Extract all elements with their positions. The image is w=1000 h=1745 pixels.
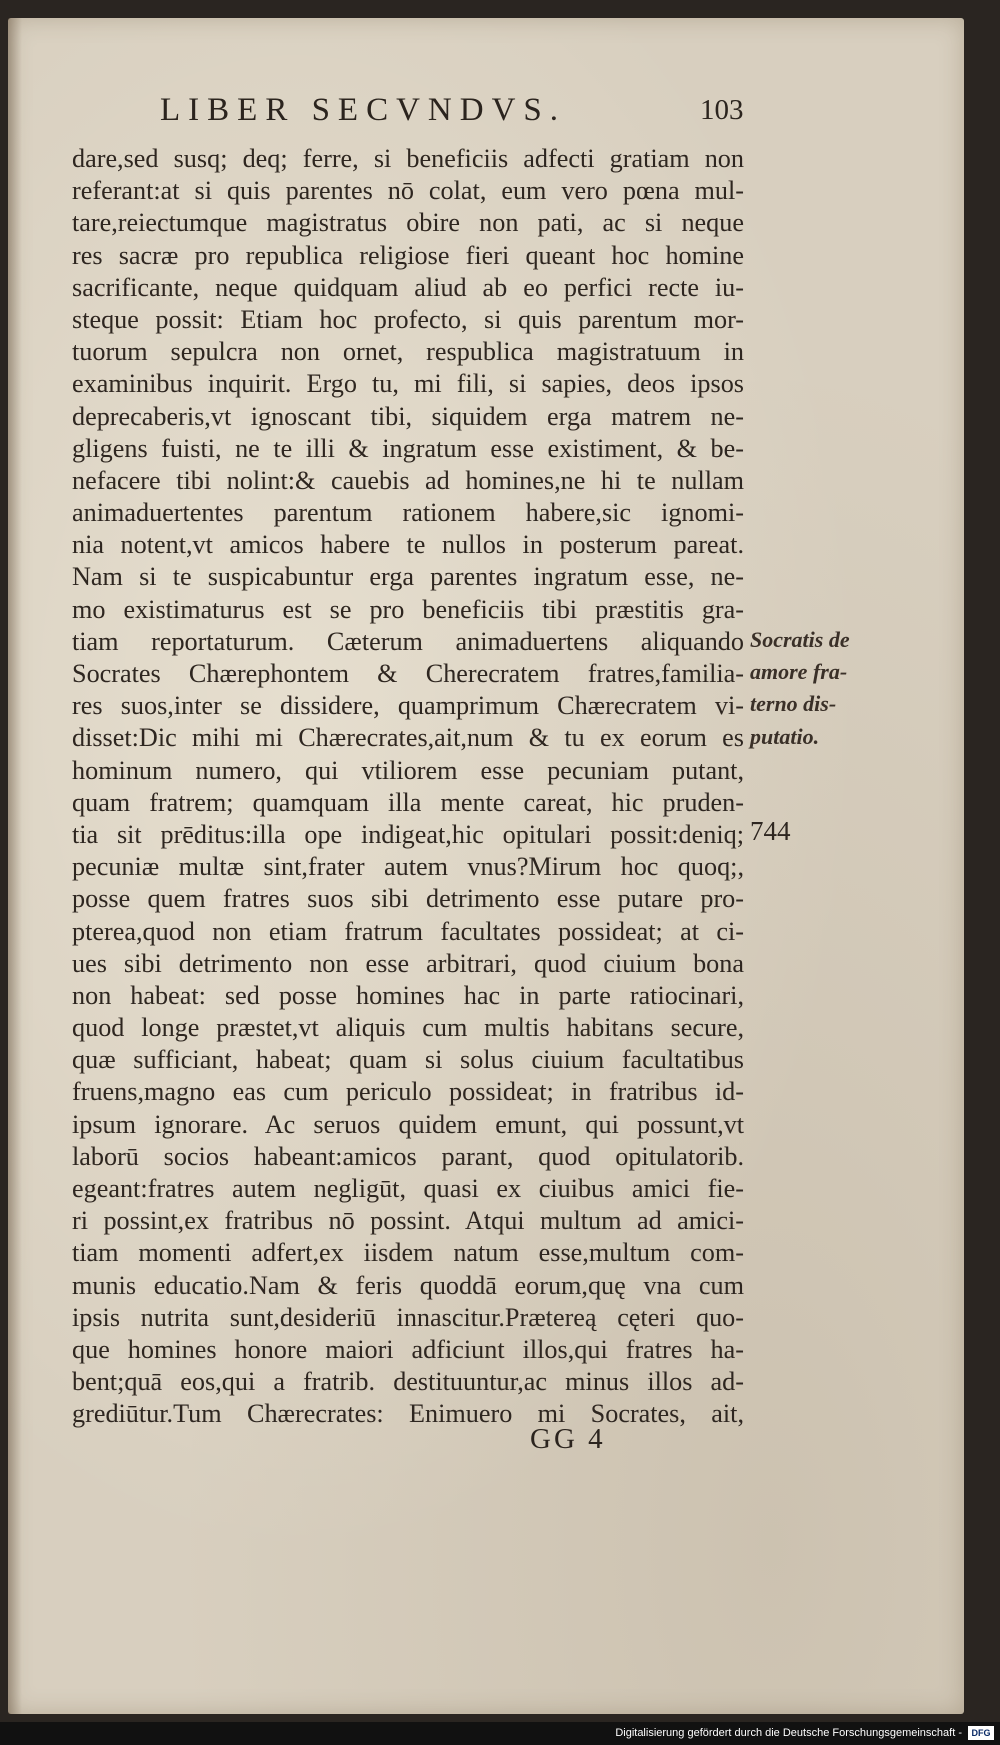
marginal-note	[750, 624, 950, 753]
text-line: deprecaberis,vt ignoscant tibi, siquidem erga matrem ne-	[72, 401, 744, 431]
text-line: tuorum sepulcra non ornet, respublica magistratuum in	[72, 337, 744, 367]
text-line: non habeat: sed posse homines hac in parte ratiocinari,	[72, 980, 744, 1010]
text-line: laborū socios habeant:amicos parant, quod opitulatorib.	[72, 1141, 744, 1171]
running-head: LIBER SECVNDVS.	[160, 92, 567, 128]
text-line: bent;quā eos,qui a fratrib. destituuntur,ac minus illos ad-	[72, 1367, 744, 1397]
text-line: pecuniæ multæ sint,frater autem vnus?Mirum hoc quoq;,	[72, 852, 744, 882]
digitization-credit: Digitalisierung gefördert durch die Deutsche Forschungsgemeinschaft -	[615, 1727, 962, 1739]
signature-mark: GG 4	[530, 1423, 606, 1455]
text-line: munis educatio.Nam & feris quoddā eorum,quę vna cum	[72, 1270, 744, 1300]
dfg-logo: DFG	[968, 1726, 994, 1740]
text-line: posse quem fratres suos sibi detrimento esse putare pro-	[72, 884, 744, 914]
text-line: que homines honore maiori adficiunt illos,qui fratres ha-	[72, 1334, 744, 1364]
text-line: gligens fuisti, ne te illi & ingratum esse existiment, & be-	[72, 433, 744, 463]
marginal-note-line: terno dis-	[750, 691, 837, 717]
text-line: steque possit: Etiam hoc profecto, si quis parentum mor-	[72, 304, 744, 334]
text-line: tare,reiectumque magistratus obire non pati, ac si neque	[72, 208, 744, 238]
page-number: 103	[700, 94, 744, 126]
text-line: Socrates Chærephontem & Cherecratem fratres,familia-	[72, 659, 744, 688]
text-line: quam fratrem; quamquam illa mente careat, hic pruden-	[72, 787, 744, 817]
text-line: ipsum ignorare. Ac seruos quidem emunt, qui possunt,vt	[72, 1109, 744, 1139]
text-line: mo existimaturus est se pro beneficiis tibi præstitis gra-	[72, 594, 744, 624]
marginal-note-line: putatio.	[750, 723, 820, 749]
text-line: res suos,inter se dissidere, quamprimum Chærecratem vi-	[72, 691, 744, 721]
text-line: tiam momenti adfert,ex iisdem natum esse,multum com-	[72, 1238, 744, 1268]
marginal-note-line: amore fra-	[750, 659, 848, 685]
text-line: quod longe præstet,vt aliquis cum multis habitans secure,	[72, 1013, 744, 1043]
text-line: referant:at si quis parentes nō colat, eum vero pœna mul-	[72, 176, 744, 206]
text-line: animaduertentes parentum rationem habere,sic ignomi-	[72, 498, 744, 528]
body-text	[72, 143, 744, 1431]
text-line: grediūtur.Tum Chærecrates: Enimuero mi Socrates, ait,	[72, 1399, 744, 1429]
text-line: res sacræ pro republica religiose fieri queant hoc homine	[72, 240, 744, 270]
text-line: fruens,magno eas cum periculo possideat; in fratribus id-	[72, 1077, 744, 1107]
text-line: nia notent,vt amicos habere te nullos in posterum pareat.	[72, 530, 744, 560]
text-line: Nam si te suspicabuntur erga parentes ingratum esse, ne-	[72, 562, 744, 592]
text-line: sacrificante, neque quidquam aliud ab eo perfici recte iu-	[72, 272, 744, 302]
text-line: ues sibi detrimento non esse arbitrari, quod ciuium bona	[72, 948, 744, 978]
marginal-number: 744	[750, 816, 791, 846]
text-line: tiam reportaturum. Cæterum animaduertens aliquando	[72, 626, 744, 656]
text-line: disset:Dic mihi mi Chærecrates,ait,num & tu ex eorum es	[72, 723, 744, 753]
page-gutter-shadow	[8, 18, 22, 1714]
marginal-note-line: Socratis de	[750, 627, 850, 652]
text-line: ipsis nutrita sunt,desideriū innascitur.Prætereą cęteri quo-	[72, 1302, 744, 1332]
text-line: examinibus inquirit. Ergo tu, mi fili, si sapies, deos ipsos	[72, 369, 744, 399]
text-line: tia sit prēditus:illa ope indigeat,hic opitulari possit:deniq;	[72, 819, 744, 849]
text-line: ri possint,ex fratribus nō possint. Atqui multum ad amici-	[72, 1206, 744, 1236]
text-line: egeant:fratres autem negligūt, quasi ex ciuibus amici fie-	[72, 1174, 744, 1203]
text-line: nefacere tibi nolint:& cauebis ad homines,ne hi te nullam	[72, 465, 744, 495]
text-line: hominum numero, qui vtiliorem esse pecuniam putant,	[72, 755, 744, 785]
text-line: dare,sed susq; deq; ferre, si beneficiis adfecti gratiam non	[72, 144, 744, 173]
text-line: pterea,quod non etiam fratrum facultates possideat; at ci-	[72, 916, 744, 946]
text-line: quæ sufficiant, habeat; quam si solus ciuium facultatibus	[72, 1045, 744, 1075]
